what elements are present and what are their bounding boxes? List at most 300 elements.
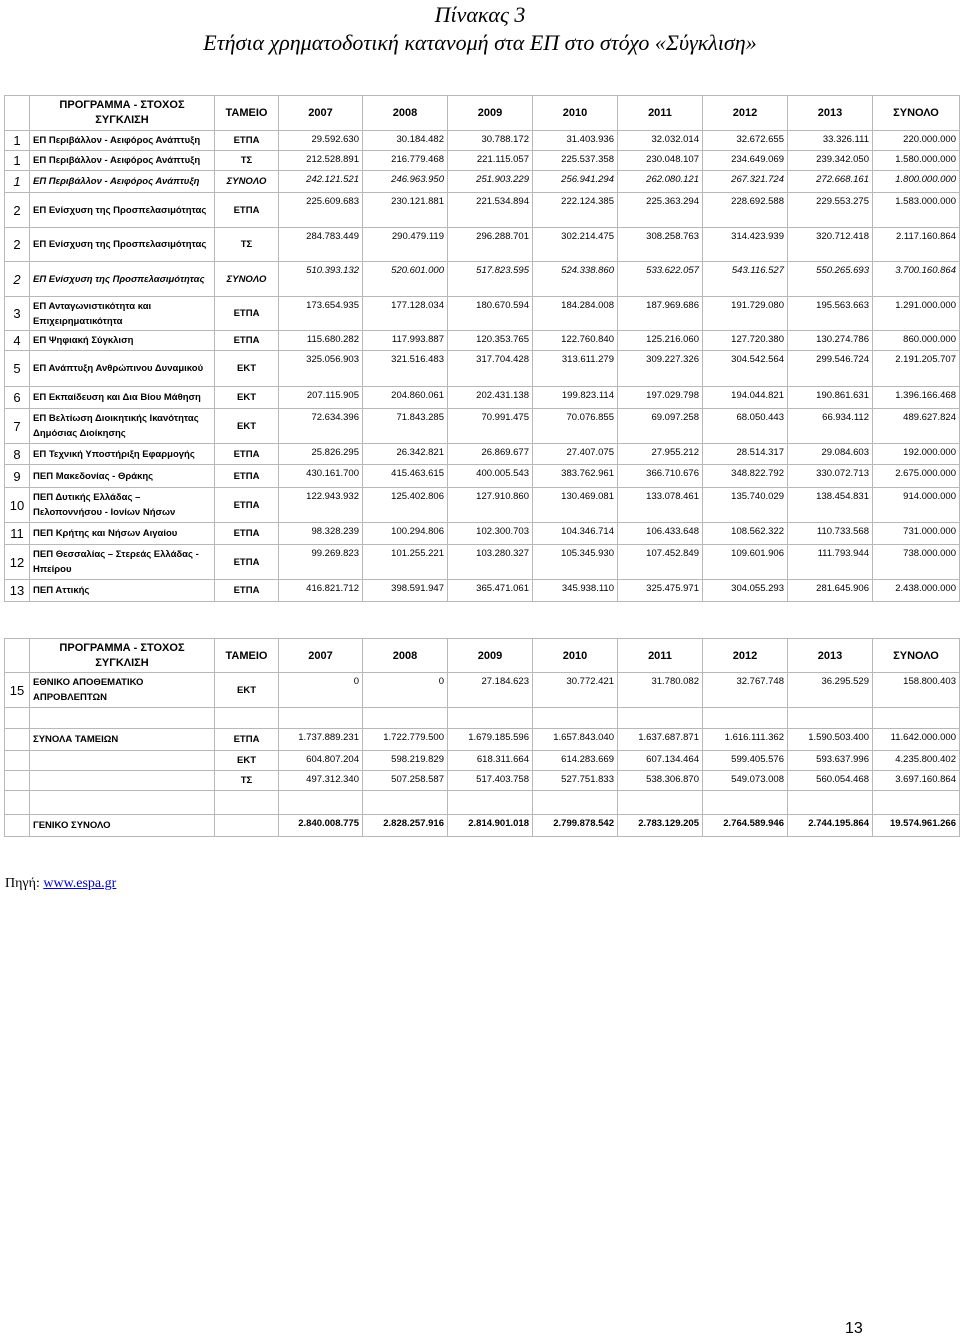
row-value: 105.345.930 xyxy=(533,545,618,580)
row-value xyxy=(618,708,703,729)
row-value: 102.300.703 xyxy=(448,523,533,545)
row-program: ΕΠ Ανταγωνιστικότητα και Επιχειρηματικότητα xyxy=(30,297,215,331)
row-index xyxy=(5,815,30,837)
row-value: 302.214.475 xyxy=(533,228,618,262)
row-value: 104.346.714 xyxy=(533,523,618,545)
table-row xyxy=(5,751,960,771)
row-value: 33.326.111 xyxy=(788,131,873,151)
allocation-table xyxy=(4,95,960,602)
row-value: 2.799.878.542 xyxy=(533,815,618,837)
row-value xyxy=(788,791,873,815)
row-value: 130.274.786 xyxy=(788,331,873,351)
header-program: ΠΡΟΓΡΑΜΜΑ - ΣΤΟΧΟΣ ΣΥΓΚΛΙΣΗ xyxy=(30,96,215,131)
row-value: 103.280.327 xyxy=(448,545,533,580)
row-value: 115.680.282 xyxy=(279,331,363,351)
row-value: 242.121.521 xyxy=(279,171,363,193)
row-value: 415.463.615 xyxy=(363,465,448,488)
row-value: 30.184.482 xyxy=(363,131,448,151)
header-total: ΣΥΝΟΛΟ xyxy=(873,639,960,673)
row-value: 1.800.000.000 xyxy=(873,171,960,193)
row-value: 618.311.664 xyxy=(448,751,533,771)
row-value: 32.767.748 xyxy=(703,673,788,708)
row-value: 0 xyxy=(279,673,363,708)
source-link[interactable]: www.espa.gr xyxy=(43,876,117,891)
source-note xyxy=(5,876,116,892)
row-fund: ΕΤΠΑ xyxy=(215,331,279,351)
row-value: 204.860.061 xyxy=(363,387,448,409)
row-fund: ΤΣ xyxy=(215,771,279,791)
row-value: 195.563.663 xyxy=(788,297,873,331)
row-value: 25.826.295 xyxy=(279,444,363,465)
row-value xyxy=(703,708,788,729)
row-value: 599.405.576 xyxy=(703,751,788,771)
row-value: 251.903.229 xyxy=(448,171,533,193)
table-row xyxy=(5,815,960,837)
row-value: 187.969.686 xyxy=(618,297,703,331)
row-index: 2 xyxy=(5,228,30,262)
row-fund: ΕΚΤ xyxy=(215,351,279,387)
row-index xyxy=(5,708,30,729)
row-value: 314.423.939 xyxy=(703,228,788,262)
table-row xyxy=(5,409,960,444)
row-value: 304.055.293 xyxy=(703,580,788,602)
row-index: 1 xyxy=(5,151,30,171)
header-fund: ΤΑΜΕΙΟ xyxy=(215,639,279,673)
row-index: 10 xyxy=(5,488,30,523)
row-value: 71.843.285 xyxy=(363,409,448,444)
row-program: ΠΕΠ Δυτικής Ελλάδας – Πελοποννήσου - Ιονίων Νήσων xyxy=(30,488,215,523)
row-value xyxy=(279,791,363,815)
row-program: ΠΕΠ Κρήτης και Νήσων Αιγαίου xyxy=(30,523,215,545)
row-value: 197.029.798 xyxy=(618,387,703,409)
row-value: 108.562.322 xyxy=(703,523,788,545)
row-program: ΕΠ Ενίσχυση της Προσπελασιμότητας xyxy=(30,262,215,297)
row-value: 225.537.358 xyxy=(533,151,618,171)
table-row xyxy=(5,193,960,228)
header-program: ΠΡΟΓΡΑΜΜΑ - ΣΤΟΧΟΣ ΣΥΓΚΛΙΣΗ xyxy=(30,639,215,673)
row-value: 299.546.724 xyxy=(788,351,873,387)
row-value: 30.772.421 xyxy=(533,673,618,708)
row-value: 304.542.564 xyxy=(703,351,788,387)
row-program: ΕΠ Ενίσχυση της Προσπελασιμότητας xyxy=(30,193,215,228)
row-value: 177.128.034 xyxy=(363,297,448,331)
row-value: 69.097.258 xyxy=(618,409,703,444)
row-value: 520.601.000 xyxy=(363,262,448,297)
row-fund: ΕΚΤ xyxy=(215,409,279,444)
row-value: 1.616.111.362 xyxy=(703,729,788,751)
row-program: ΠΕΠ Μακεδονίας - Θράκης xyxy=(30,465,215,488)
header-year: 2009 xyxy=(448,96,533,131)
row-program: ΕΠ Περιβάλλον - Αειφόρος Ανάπτυξη xyxy=(30,171,215,193)
table-row xyxy=(5,151,960,171)
row-value xyxy=(533,708,618,729)
row-value: 507.258.587 xyxy=(363,771,448,791)
row-value: 27.184.623 xyxy=(448,673,533,708)
row-value: 607.134.464 xyxy=(618,751,703,771)
row-fund: ΕΤΠΑ xyxy=(215,297,279,331)
row-program: ΕΠ Εκπαίδευση και Δια Βίου Μάθηση xyxy=(30,387,215,409)
header-year: 2011 xyxy=(618,639,703,673)
row-fund: ΕΤΠΑ xyxy=(215,131,279,151)
row-value: 1.291.000.000 xyxy=(873,297,960,331)
row-value xyxy=(448,708,533,729)
row-value: 109.601.906 xyxy=(703,545,788,580)
row-value: 127.910.860 xyxy=(448,488,533,523)
row-fund: ΕΤΠΑ xyxy=(215,545,279,580)
row-value: 1.722.779.500 xyxy=(363,729,448,751)
row-program: ΕΘΝΙΚΟ ΑΠΟΘΕΜΑΤΙΚΟ ΑΠΡΟΒΛΕΠΤΩΝ xyxy=(30,673,215,708)
row-value: 26.869.677 xyxy=(448,444,533,465)
row-value: 2.783.129.205 xyxy=(618,815,703,837)
row-value: 313.611.279 xyxy=(533,351,618,387)
row-value: 2.117.160.864 xyxy=(873,228,960,262)
row-value: 111.793.944 xyxy=(788,545,873,580)
row-program: ΓΕΝΙΚΟ ΣΥΝΟΛΟ xyxy=(30,815,215,837)
row-value xyxy=(363,791,448,815)
totals-table xyxy=(4,638,960,837)
row-fund: ΕΚΤ xyxy=(215,751,279,771)
table-row xyxy=(5,673,960,708)
row-value: 2.814.901.018 xyxy=(448,815,533,837)
row-fund: ΤΣ xyxy=(215,151,279,171)
row-value: 731.000.000 xyxy=(873,523,960,545)
row-value: 230.121.881 xyxy=(363,193,448,228)
row-program: ΣΥΝΟΛΑ ΤΑΜΕΙΩΝ xyxy=(30,729,215,751)
row-value: 1.737.889.231 xyxy=(279,729,363,751)
row-value: 127.720.380 xyxy=(703,331,788,351)
row-program: ΕΠ Τεχνική Υποστήριξη Εφαρμογής xyxy=(30,444,215,465)
page-subtitle: Ετήσια χρηματοδοτική κατανομή στα ΕΠ στο στόχο «Σύγκλιση» xyxy=(203,30,757,55)
row-value: 281.645.906 xyxy=(788,580,873,602)
table-row xyxy=(5,580,960,602)
row-value: 365.471.061 xyxy=(448,580,533,602)
row-program: ΕΠ Περιβάλλον - Αειφόρος Ανάπτυξη xyxy=(30,131,215,151)
row-value: 101.255.221 xyxy=(363,545,448,580)
row-value: 2.191.205.707 xyxy=(873,351,960,387)
row-value: 32.032.014 xyxy=(618,131,703,151)
source-label: Πηγή: xyxy=(5,876,44,891)
row-value: 120.353.765 xyxy=(448,331,533,351)
row-value xyxy=(618,791,703,815)
row-index: 6 xyxy=(5,387,30,409)
row-value xyxy=(873,708,960,729)
header-year: 2010 xyxy=(533,639,618,673)
row-value: 416.821.712 xyxy=(279,580,363,602)
row-fund: ΤΣ xyxy=(215,228,279,262)
row-value: 31.780.082 xyxy=(618,673,703,708)
row-value: 125.216.060 xyxy=(618,331,703,351)
row-fund: ΣΥΝΟΛΟ xyxy=(215,171,279,193)
row-value: 2.764.589.946 xyxy=(703,815,788,837)
row-index: 2 xyxy=(5,262,30,297)
header-year: 2008 xyxy=(363,639,448,673)
table-row xyxy=(5,444,960,465)
row-program: ΕΠ Ψηφιακή Σύγκλιση xyxy=(30,331,215,351)
row-index: 7 xyxy=(5,409,30,444)
row-fund xyxy=(215,791,279,815)
row-value: 1.396.166.468 xyxy=(873,387,960,409)
row-index xyxy=(5,729,30,751)
row-program: ΕΠ Ανάπτυξη Ανθρώπινου Δυναμικού xyxy=(30,351,215,387)
row-value: 1.580.000.000 xyxy=(873,151,960,171)
table-row xyxy=(5,228,960,262)
row-value: 110.733.568 xyxy=(788,523,873,545)
row-value: 184.284.008 xyxy=(533,297,618,331)
row-value: 430.161.700 xyxy=(279,465,363,488)
row-value: 173.654.935 xyxy=(279,297,363,331)
row-value: 604.807.204 xyxy=(279,751,363,771)
row-fund: ΕΤΠΑ xyxy=(215,444,279,465)
row-value: 216.779.468 xyxy=(363,151,448,171)
row-index: 3 xyxy=(5,297,30,331)
header-index-cell xyxy=(5,639,30,673)
row-value: 3.697.160.864 xyxy=(873,771,960,791)
row-fund xyxy=(215,815,279,837)
row-value: 229.553.275 xyxy=(788,193,873,228)
row-value: 27.407.075 xyxy=(533,444,618,465)
row-value: 0 xyxy=(363,673,448,708)
table-row xyxy=(5,708,960,729)
row-index: 2 xyxy=(5,193,30,228)
table-header-row xyxy=(5,96,960,131)
row-value: 533.622.057 xyxy=(618,262,703,297)
row-index xyxy=(5,751,30,771)
row-fund: ΕΚΤ xyxy=(215,387,279,409)
row-value: 133.078.461 xyxy=(618,488,703,523)
row-value: 99.269.823 xyxy=(279,545,363,580)
row-value: 914.000.000 xyxy=(873,488,960,523)
header-index-cell xyxy=(5,96,30,131)
row-fund: ΣΥΝΟΛΟ xyxy=(215,262,279,297)
row-value: 230.048.107 xyxy=(618,151,703,171)
row-index: 1 xyxy=(5,171,30,193)
table-row xyxy=(5,131,960,151)
row-program xyxy=(30,771,215,791)
table-row xyxy=(5,351,960,387)
row-value: 320.712.418 xyxy=(788,228,873,262)
header-fund: ΤΑΜΕΙΟ xyxy=(215,96,279,131)
row-value: 117.993.887 xyxy=(363,331,448,351)
row-value: 11.642.000.000 xyxy=(873,729,960,751)
row-value: 348.822.792 xyxy=(703,465,788,488)
row-value: 321.516.483 xyxy=(363,351,448,387)
header-year: 2007 xyxy=(279,639,363,673)
header-year: 2007 xyxy=(279,96,363,131)
table-row xyxy=(5,387,960,409)
header-year: 2012 xyxy=(703,639,788,673)
row-fund: ΕΤΠΑ xyxy=(215,580,279,602)
table-row xyxy=(5,262,960,297)
row-fund: ΕΚΤ xyxy=(215,673,279,708)
row-program xyxy=(30,791,215,815)
page-number: 13 xyxy=(845,1320,863,1337)
row-value: 860.000.000 xyxy=(873,331,960,351)
row-value: 180.670.594 xyxy=(448,297,533,331)
row-value: 122.760.840 xyxy=(533,331,618,351)
table-row xyxy=(5,331,960,351)
row-fund: ΕΤΠΑ xyxy=(215,523,279,545)
row-value: 317.704.428 xyxy=(448,351,533,387)
table-row xyxy=(5,523,960,545)
row-value: 125.402.806 xyxy=(363,488,448,523)
row-value: 36.295.529 xyxy=(788,673,873,708)
row-value xyxy=(703,791,788,815)
row-value: 383.762.961 xyxy=(533,465,618,488)
row-value: 284.783.449 xyxy=(279,228,363,262)
row-value: 549.073.008 xyxy=(703,771,788,791)
header-year: 2013 xyxy=(788,639,873,673)
row-value: 489.627.824 xyxy=(873,409,960,444)
row-value: 593.637.996 xyxy=(788,751,873,771)
row-value: 738.000.000 xyxy=(873,545,960,580)
header-year: 2010 xyxy=(533,96,618,131)
header-total: ΣΥΝΟΛΟ xyxy=(873,96,960,131)
row-value: 32.672.655 xyxy=(703,131,788,151)
row-fund xyxy=(215,708,279,729)
row-value: 199.823.114 xyxy=(533,387,618,409)
row-value: 366.710.676 xyxy=(618,465,703,488)
row-value: 398.591.947 xyxy=(363,580,448,602)
table-row xyxy=(5,791,960,815)
row-value: 221.534.894 xyxy=(448,193,533,228)
row-value: 207.115.905 xyxy=(279,387,363,409)
row-value: 510.393.132 xyxy=(279,262,363,297)
row-program: ΕΠ Βελτίωση Διοικητικής Ικανότητας Δημόσιας Διοίκησης xyxy=(30,409,215,444)
row-index: 15 xyxy=(5,673,30,708)
table-header-row xyxy=(5,639,960,673)
row-value: 2.744.195.864 xyxy=(788,815,873,837)
row-index: 1 xyxy=(5,131,30,151)
table-row xyxy=(5,171,960,193)
row-index xyxy=(5,771,30,791)
row-value: 29.592.630 xyxy=(279,131,363,151)
row-value: 202.431.138 xyxy=(448,387,533,409)
row-program: ΠΕΠ Αττικής xyxy=(30,580,215,602)
row-value: 538.306.870 xyxy=(618,771,703,791)
row-value: 246.963.950 xyxy=(363,171,448,193)
row-value xyxy=(788,708,873,729)
header-year: 2013 xyxy=(788,96,873,131)
row-value: 70.991.475 xyxy=(448,409,533,444)
row-value: 256.941.294 xyxy=(533,171,618,193)
row-value: 1.637.687.871 xyxy=(618,729,703,751)
row-value: 517.403.758 xyxy=(448,771,533,791)
row-fund: ΕΤΠΑ xyxy=(215,729,279,751)
row-index: 11 xyxy=(5,523,30,545)
row-value: 192.000.000 xyxy=(873,444,960,465)
row-index xyxy=(5,791,30,815)
table-row xyxy=(5,771,960,791)
row-value: 400.005.543 xyxy=(448,465,533,488)
row-index: 12 xyxy=(5,545,30,580)
row-index: 4 xyxy=(5,331,30,351)
table-row xyxy=(5,545,960,580)
row-value: 222.124.385 xyxy=(533,193,618,228)
header-year: 2012 xyxy=(703,96,788,131)
row-value: 221.115.057 xyxy=(448,151,533,171)
row-value xyxy=(448,791,533,815)
row-program: ΕΠ Ενίσχυση της Προσπελασιμότητας xyxy=(30,228,215,262)
row-value xyxy=(873,791,960,815)
row-index: 13 xyxy=(5,580,30,602)
row-value: 517.823.595 xyxy=(448,262,533,297)
row-value: 191.729.080 xyxy=(703,297,788,331)
row-value xyxy=(279,708,363,729)
row-value: 190.861.631 xyxy=(788,387,873,409)
row-value: 1.679.185.596 xyxy=(448,729,533,751)
row-value: 4.235.800.402 xyxy=(873,751,960,771)
row-value: 106.433.648 xyxy=(618,523,703,545)
row-program xyxy=(30,751,215,771)
row-fund: ΕΤΠΑ xyxy=(215,488,279,523)
row-value: 330.072.713 xyxy=(788,465,873,488)
row-value: 272.668.161 xyxy=(788,171,873,193)
row-value: 2.438.000.000 xyxy=(873,580,960,602)
row-value: 527.751.833 xyxy=(533,771,618,791)
row-value: 550.265.693 xyxy=(788,262,873,297)
row-value: 308.258.763 xyxy=(618,228,703,262)
header-year: 2011 xyxy=(618,96,703,131)
row-value: 138.454.831 xyxy=(788,488,873,523)
row-value: 524.338.860 xyxy=(533,262,618,297)
row-value: 66.934.112 xyxy=(788,409,873,444)
row-value: 325.056.903 xyxy=(279,351,363,387)
row-value: 72.634.396 xyxy=(279,409,363,444)
row-value: 543.116.527 xyxy=(703,262,788,297)
row-program xyxy=(30,708,215,729)
header-year: 2008 xyxy=(363,96,448,131)
row-value: 560.054.468 xyxy=(788,771,873,791)
row-value: 614.283.669 xyxy=(533,751,618,771)
row-value: 158.800.403 xyxy=(873,673,960,708)
row-value: 1.583.000.000 xyxy=(873,193,960,228)
row-value: 296.288.701 xyxy=(448,228,533,262)
row-value: 234.649.069 xyxy=(703,151,788,171)
row-value: 2.675.000.000 xyxy=(873,465,960,488)
row-value: 31.403.936 xyxy=(533,131,618,151)
row-value: 26.342.821 xyxy=(363,444,448,465)
row-value: 194.044.821 xyxy=(703,387,788,409)
row-value: 2.840.008.775 xyxy=(279,815,363,837)
row-value: 309.227.326 xyxy=(618,351,703,387)
row-index: 9 xyxy=(5,465,30,488)
row-value: 345.938.110 xyxy=(533,580,618,602)
row-value: 3.700.160.864 xyxy=(873,262,960,297)
table-row xyxy=(5,465,960,488)
row-value: 107.452.849 xyxy=(618,545,703,580)
row-value: 325.475.971 xyxy=(618,580,703,602)
table-row xyxy=(5,297,960,331)
row-value: 68.050.443 xyxy=(703,409,788,444)
row-value: 290.479.119 xyxy=(363,228,448,262)
row-value: 228.692.588 xyxy=(703,193,788,228)
row-fund: ΕΤΠΑ xyxy=(215,193,279,228)
row-value: 135.740.029 xyxy=(703,488,788,523)
row-value xyxy=(363,708,448,729)
row-value: 598.219.829 xyxy=(363,751,448,771)
header-year: 2009 xyxy=(448,639,533,673)
row-value: 267.321.724 xyxy=(703,171,788,193)
row-value: 239.342.050 xyxy=(788,151,873,171)
table-row xyxy=(5,729,960,751)
row-program: ΠΕΠ Θεσσαλίας – Στερεάς Ελλάδας - Ηπείρου xyxy=(30,545,215,580)
row-value: 122.943.932 xyxy=(279,488,363,523)
row-value: 1.590.503.400 xyxy=(788,729,873,751)
row-value: 225.363.294 xyxy=(618,193,703,228)
row-value: 130.469.081 xyxy=(533,488,618,523)
row-value: 28.514.317 xyxy=(703,444,788,465)
row-value: 70.076.855 xyxy=(533,409,618,444)
